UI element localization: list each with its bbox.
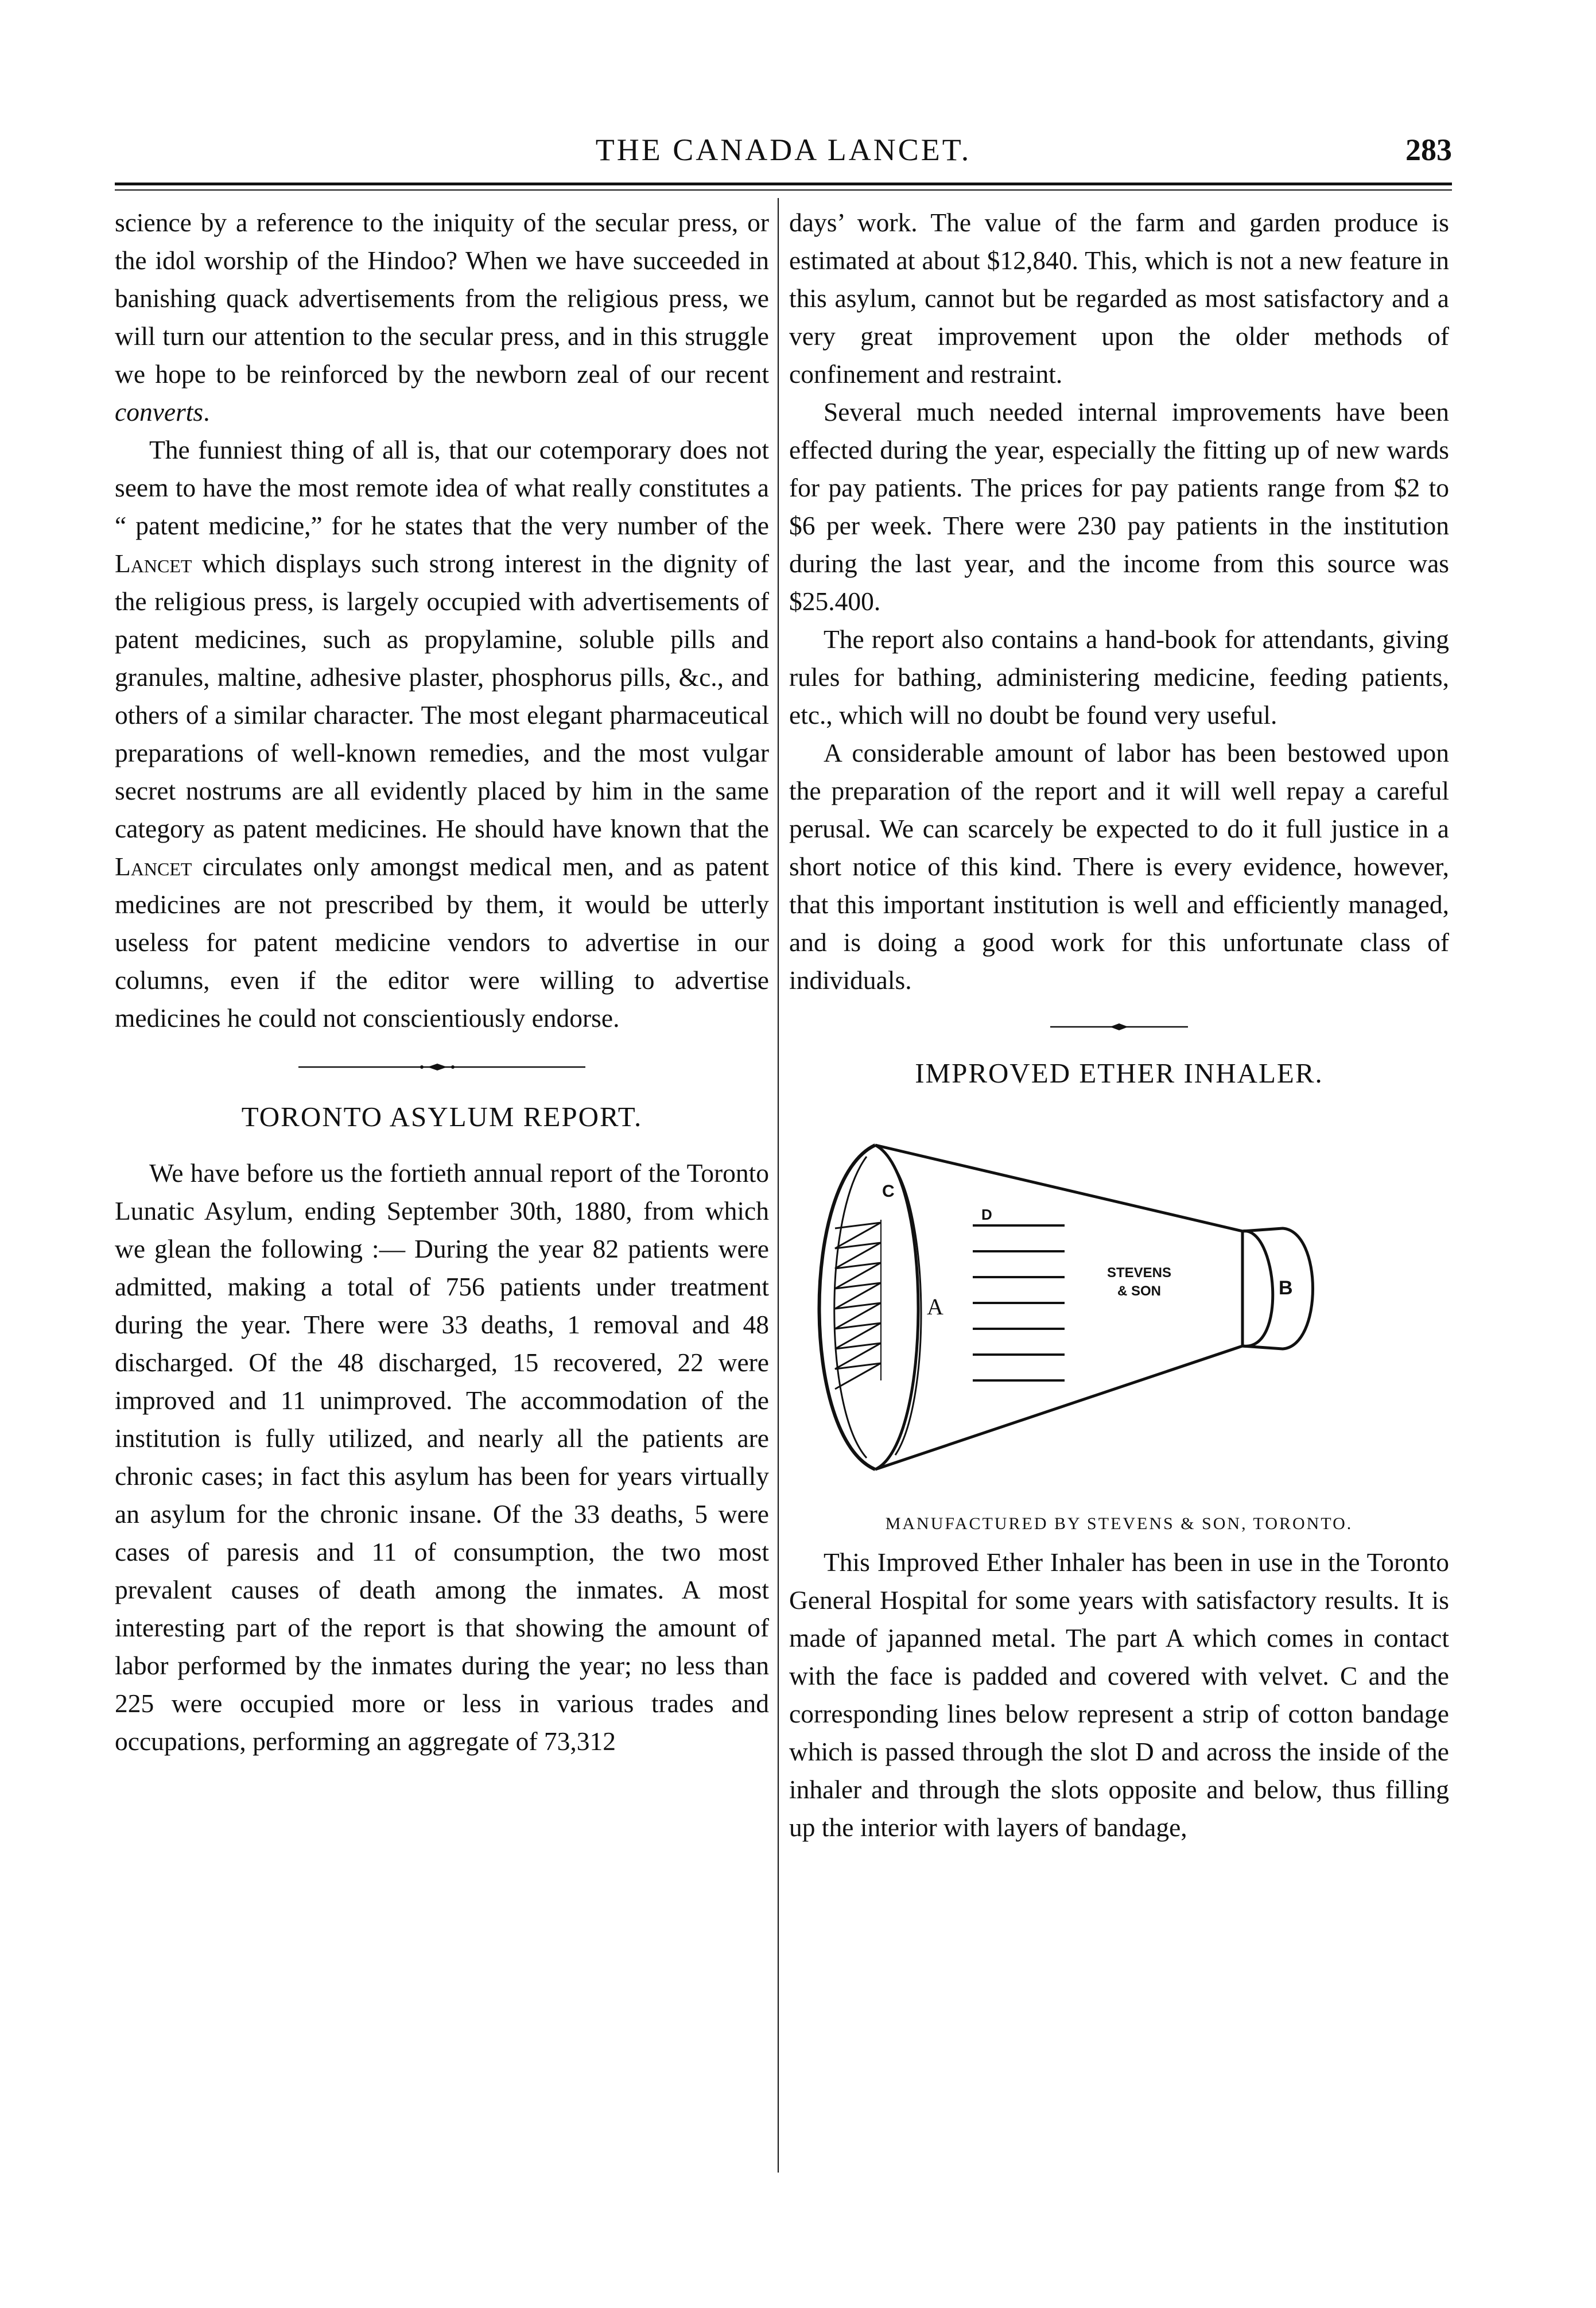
left-paragraph-2: The funniest thing of all is, that our cotemporary does not seem to have the most remote idea of what really constitutes a “ patent medicine,” for he states that the very number of the Lancet which displays such strong interest in the dignity of the religious press, is largely occupied with advertisements of patent medicines, such as propylamine, soluble pills and granules, maltine, adhesive plaster, phosphorus pills, &c., and others of a similar character. The most elegant pharmaceutical preparations of well-known remedies, and the most vulgar secret nostrums are all evidently placed by him in the same category as patent medicines. He should have known that the Lancet circulates only amongst medical men, and as patent medicines are not prescribed by them, it would be utterly useless for patent medicine vendors to advertise in our columns, even if the editor were willing to advertise medicines he could not conscientiously endorse. xyxy=(115,435,769,1033)
converts-italic: converts xyxy=(115,397,204,426)
right-paragraph-2: Several much needed internal improvements have been effected during the year, especially the fitting up of new wards for pay patients. The prices for pay patients range from $2 to $6 per week. There were 230 pay patients in the institution during the last year, and the income from this source was $25.400. xyxy=(789,397,1449,616)
column-divider xyxy=(778,198,779,2173)
lancet-smallcaps: Lancet xyxy=(115,852,192,881)
header-rule-thin xyxy=(115,189,1452,191)
left-paragraph-1: science by a reference to the iniquity of the secular press, or the idol worship of the Hindoo? When we have succeeded in banishing quack advertisements from the religious press, we will turn our attention to the secular press, and in this struggle we hope to be reinforced by the newborn zeal of our recent converts. xyxy=(115,208,769,426)
right-paragraph-5: This Improved Ether Inhaler has been in use in the Toronto General Hospital for some years with satisfactory results. It is made of japanned metal. The part A which comes in contact with the face is padded and covered with velvet. C and the corresponding lines below represent a strip of cotton bandage which is passed through the slot D and across the inside of the inhaler and through the slots opposite and below, thus filling up the interior with layers of bandage, xyxy=(789,1547,1449,1842)
figure-maker-line-2: & SON xyxy=(1117,1283,1162,1299)
header-rule-thick xyxy=(115,183,1452,185)
right-paragraph-4: A considerable amount of labor has been bestowed upon the preparation of the report and it will well repay a careful perusal. We can scarcely be expected to do it full justice in a short notice of this kind. There is every evidence, however, that this important institution is well and efficiently managed, and is doing a good work for this unfortunate class of individuals. xyxy=(789,738,1449,995)
figure-label-d: D xyxy=(981,1206,992,1223)
asylum-report-heading: TORONTO ASYLUM REPORT. xyxy=(241,1101,643,1132)
left-paragraph-3: We have before us the fortieth annual report of the Toronto Lunatic Asylum, ending September 30th, 1880, from which we glean the following :— During the year 82 patients were admitted, making a total of 756 patients under treatment during the year. There were 33 deaths, 1 removal and 48 discharged. Of the 48 discharged, 15 recovered, 22 were improved and 11 unimproved. The accommodation of the institution is fully utilized, and nearly all the patients are chronic cases; in fact this asylum has been for years virtually an asylum for the chronic insane. Of the 33 deaths, 5 were cases of paresis and 11 of consumption, the two most prevalent causes of death among the inmates. A most interesting part of the report is that showing the amount of labor performed by the inmates during the year; no less than 225 were occupied more or less in various trades and occupations, performing an aggregate of 73,312 xyxy=(115,1158,769,1756)
section-separator xyxy=(298,1061,585,1073)
journal-title: THE CANADA LANCET. xyxy=(595,133,972,167)
figure-label-c: C xyxy=(882,1182,895,1201)
left-column xyxy=(115,204,769,1760)
page-number: 283 xyxy=(1405,133,1452,167)
right-paragraph-1: days’ work. The value of the farm and garden produce is estimated at about $12,840. This, which is not a new feature in this asylum, cannot but be regarded as most satisfactory and a very great improvement upon the older methods of confinement and restraint. xyxy=(789,208,1449,389)
figure-label-a: A xyxy=(927,1294,943,1320)
page-header xyxy=(115,132,1452,178)
lancet-smallcaps: Lancet xyxy=(115,549,192,578)
right-paragraph-3: The report also contains a hand-book for attendants, giving rules for bathing, administering medicine, feeding patients, etc., which will no doubt be found very useful. xyxy=(789,624,1449,730)
ether-inhaler-heading: IMPROVED ETHER INHALER. xyxy=(915,1057,1323,1089)
right-column xyxy=(789,204,1449,1847)
figure-maker-line-1: STEVENS xyxy=(1106,1265,1172,1281)
figure-caption: MANUFACTURED BY STEVENS & SON, TORONTO. xyxy=(885,1514,1353,1533)
figure-label-b: B xyxy=(1279,1277,1293,1299)
section-separator xyxy=(1050,1021,1188,1033)
ether-inhaler-illustration xyxy=(789,1111,1449,1501)
